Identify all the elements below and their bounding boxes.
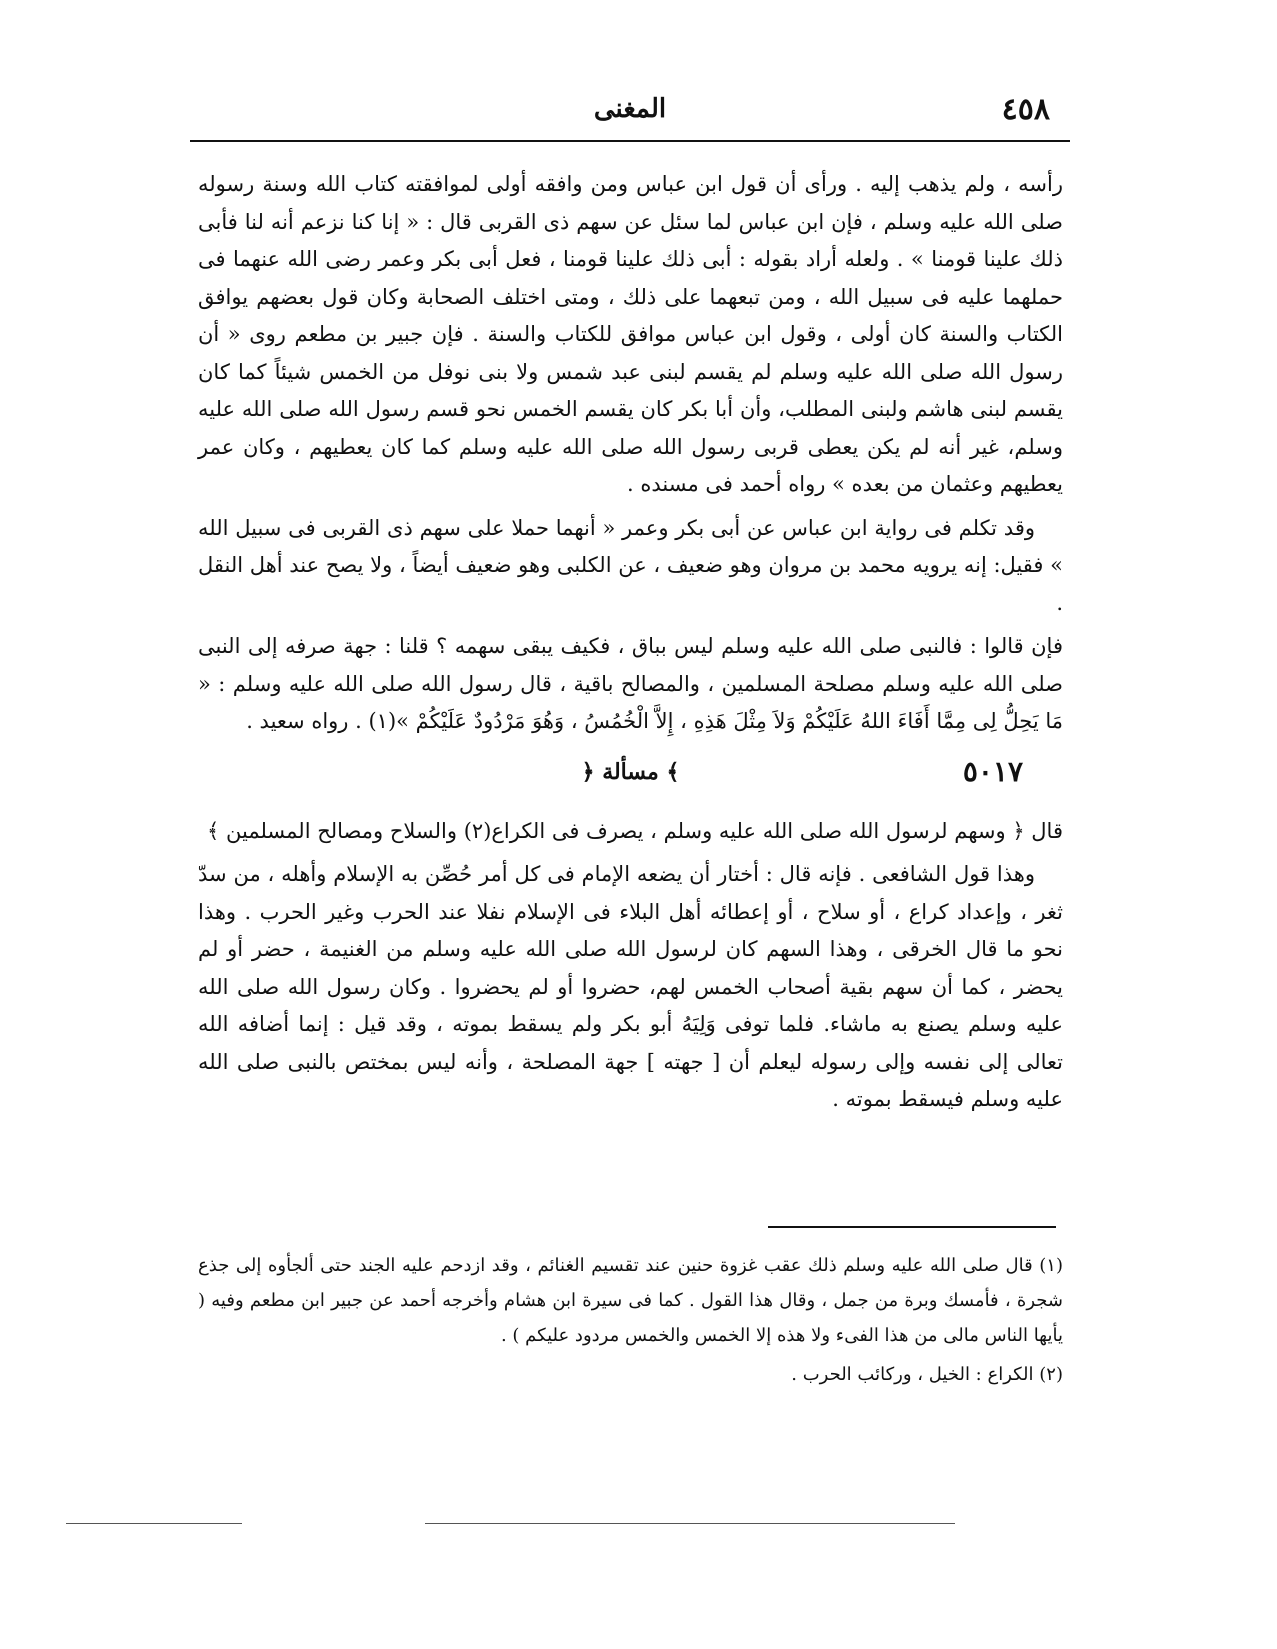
paragraph: فإن قالوا : فالنبى صلى الله عليه وسلم ليس بباق ، فكيف يبقى سهمه ؟ قلنا : جهة صرفه إلى النبى صلى الله عليه وسلم مصلحة المسلمين ، والمصالح باقية ، قال رسول الله صلى الله عليه وسلم : « مَا يَحِلُّ لِى مِمَّا أَفَاءَ اللهُ عَلَيْكُمْ وَلاَ مِثْلَ هَذِهِ ، إِلاَّ الْخُمُسُ ، وَهُوَ مَرْدُودٌ عَلَيْكُمْ »(١) . رواه سعيد .: [198, 634, 1063, 733]
running-title: المغنى: [593, 94, 667, 124]
masala-heading: [198, 751, 1063, 805]
footnote: (١) قال صلى الله عليه وسلم ذلك عقب غزوة حنين عند تقسيم الغنائم ، وقد ازدحم عليه الجند حتى ألجأوه إلى جذع شجرة ، فأمسك وبرة من جمل ، وقال هذا القول . كما فى سيرة ابن هشام وأخرجه أحمد عن جبير ابن مطعم وفيه ( يأيها الناس مالى من هذا الفىء ولا هذه إلا الخمس والخمس مردود عليكم ) .: [198, 1255, 1063, 1346]
paragraph: قال ﴿ وسهم لرسول الله صلى الله عليه وسلم ، يصرف فى الكراع(٢) والسلاح ومصالح المسلمين ﴾: [207, 818, 1063, 843]
main-text: [198, 166, 1063, 1119]
masala-number: ٥٠١٧: [962, 754, 1023, 788]
scan-edge-line: [66, 1523, 242, 1524]
page-header: [190, 92, 1070, 142]
paragraph: وقد تكلم فى رواية ابن عباس عن أبى بكر وعمر « أنهما حملا على سهم ذى القربى فى سبيل الله » فقيل: إنه يرويه محمد بن مروان وهو ضعيف ، عن الكلبى وهو ضعيف أيضاً ، ولا يصح عند أهل النقل .: [198, 515, 1063, 615]
paragraph: رأسه ، ولم يذهب إليه . ورأى أن قول ابن عباس ومن وافقه أولى لموافقته كتاب الله وسنة رسوله صلى الله عليه وسلم ، فإن ابن عباس لما سئل عن سهم ذى القربى قال : « إنا كنا نزعم أنه لنا فأبى ذلك علينا قومنا » . ولعله أراد بقوله : أبى ذلك علينا قومنا ، فعل أبى بكر وعمر رضى الله عنهما فى حملهما عليه فى سبيل الله ، ومن تبعهما على ذلك ، ومتى اختلف الصحابة وكان قول بعضهم يوافق الكتاب والسنة كان أولى ، وقول ابن عباس موافق للكتاب والسنة . فإن جبير بن مطعم روى « أن رسول الله صلى الله عليه وسلم لم يقسم لبنى عبد شمس ولا بنى نوفل من الخمس شيئاً كما كان يقسم لبنى هاشم ولبنى المطلب، وأن أبا بكر كان يقسم الخمس نحو قسم رسول الله صلى الله عليه وسلم، غير أنه لم يكن يعطى قربى رسول الله صلى الله عليه وسلم كما كان يعطيهم ، وكان عمر يعطيهم وعثمان من بعده » رواه أحمد فى مسنده .: [198, 172, 1064, 496]
footnote-rule: [768, 1226, 1056, 1228]
footnotes: [198, 1248, 1063, 1392]
page-number: ٤٥٨: [1001, 92, 1050, 127]
masala-title: ﴿ مسألة ﴾: [581, 758, 680, 785]
footnote: (٢) الكراع : الخيل ، وركائب الحرب .: [791, 1364, 1063, 1385]
header-rule: [190, 140, 1070, 142]
paragraph: وهذا قول الشافعى . فإنه قال : أختار أن يضعه الإمام فى كل أمر حُصِّن به الإسلام وأهله ، من سدّ ثغر ، وإعداد كراع ، أو سلاح ، أو إعطائه أهل البلاء فى الإسلام نفلا عند الحرب وغير الحرب . وهذا نحو ما قال الخرقى ، وهذا السهم كان لرسول الله صلى الله عليه وسلم من الغنيمة ، حضر أو لم يحضر ، كما أن سهم بقية أصحاب الخمس لهم، حضروا أو لم يحضروا . وكان رسول الله صلى الله عليه وسلم يصنع به ماشاء. فلما توفى وَلِيَهُ أبو بكر ولم يسقط بموته ، وقد قيل : إنما أضافه الله تعالى إلى نفسه وإلى رسوله ليعلم أن [ جهته ] جهة المصلحة ، وأنه ليس بمختص بالنبى صلى الله عليه وسلم فيسقط بموته .: [198, 862, 1063, 1111]
scan-edge-line: [425, 1523, 955, 1524]
